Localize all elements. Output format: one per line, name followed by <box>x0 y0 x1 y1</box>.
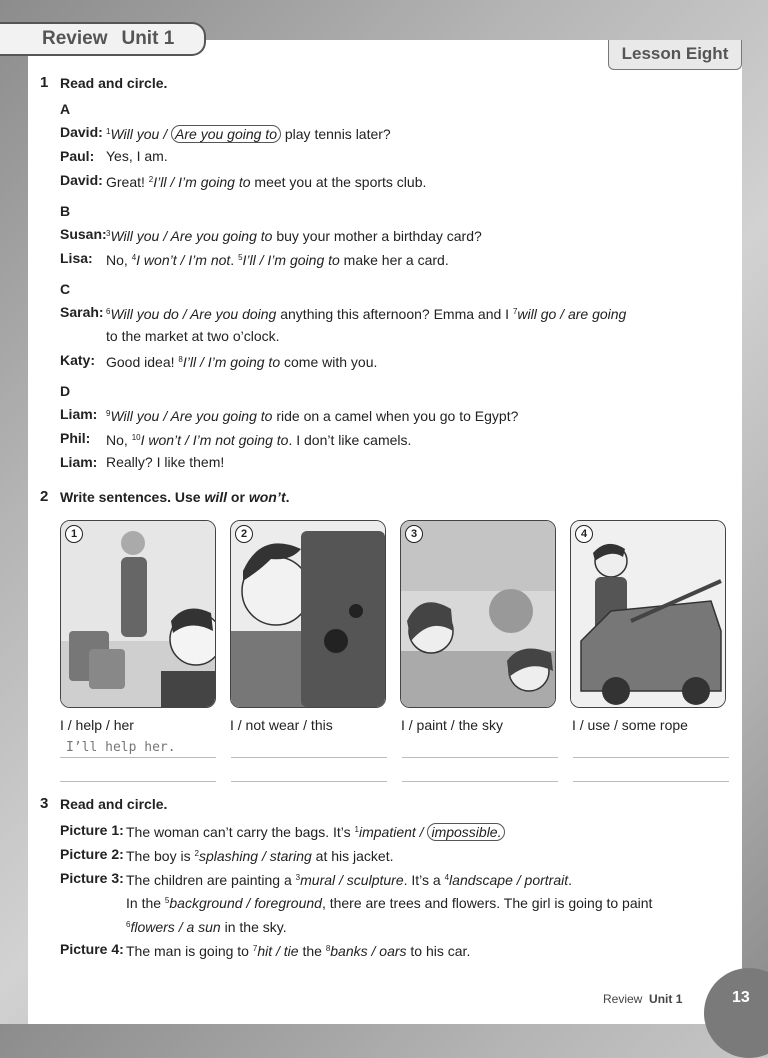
speaker: David: <box>60 172 103 188</box>
unit-label: Unit 1 <box>121 28 175 49</box>
dialogue-line: $^1$Will you / Are you going to play tennis later? <box>106 126 391 142</box>
picture-4-panel <box>570 520 726 708</box>
dialogue-line: Yes, I am. <box>106 148 168 164</box>
sentence: The children are painting a $^3$mural / sculpture. It’s a $^4$landscape / portrait. <box>126 872 573 888</box>
dialogue-line: No, $^4$I won’t / I’m not. $^5$I’ll / I’m going to make her a card. <box>106 252 449 268</box>
section-a-label: A <box>60 101 71 117</box>
answer-line[interactable] <box>402 781 558 782</box>
answer-line[interactable] <box>60 781 216 782</box>
speaker: Lisa: <box>60 250 93 266</box>
speaker: Katy: <box>60 352 96 368</box>
woman-with-bags-illustration <box>61 521 215 707</box>
picture-1-panel <box>60 520 216 708</box>
boy-with-dirty-jacket-illustration <box>231 521 385 707</box>
picture-number: 2 <box>235 525 253 543</box>
dialogue-line: No, $^{10}$I won’t / I’m not going to. I don’t like camels. <box>106 432 412 448</box>
answer-line[interactable] <box>573 757 729 758</box>
answer-line[interactable] <box>231 781 387 782</box>
speaker: Liam: <box>60 454 98 470</box>
section-c-label: C <box>60 281 71 297</box>
lesson-tab: Lesson Eight <box>608 40 742 70</box>
review-label: Review <box>42 28 108 49</box>
sentence: $^6$flowers / a sun in the sky. <box>126 919 287 935</box>
speaker: Phil: <box>60 430 91 446</box>
dialogue-line: $^6$Will you do / Are you doing anything this afternoon? Emma and I $^7$will go / are going <box>106 306 627 322</box>
dialogue-line: Good idea! $^8$I’ll / I’m going to come with you. <box>106 354 378 370</box>
exercise-2-title: Write sentences. Use will or won’t. <box>60 489 290 505</box>
man-with-car-illustration <box>571 521 725 707</box>
exercise-3-title: Read and circle. <box>60 796 168 812</box>
circled-answer: impossible. <box>427 823 505 841</box>
caption: I / use / some rope <box>572 717 688 733</box>
picture-label: Picture 2: <box>60 846 124 862</box>
speaker: David: <box>60 124 103 140</box>
footer-label: Review Unit 1 <box>603 992 683 1006</box>
circled-answer: Are you going to <box>171 125 281 143</box>
picture-label: Picture 4: <box>60 941 124 957</box>
dialogue-line: Really? I like them! <box>106 454 225 470</box>
exercise-2-number: 2 <box>40 488 49 505</box>
caption: I / paint / the sky <box>401 717 503 733</box>
exercise-1-number: 1 <box>40 74 49 91</box>
review-unit-tab <box>0 22 206 56</box>
children-painting-illustration <box>401 521 555 707</box>
sentence: The woman can’t carry the bags. It’s $^1$impatient / impossible. <box>126 822 505 840</box>
answer-line[interactable] <box>231 757 387 758</box>
speaker: Paul: <box>60 148 95 164</box>
sentence: The boy is $^2$splashing / staring at his jacket. <box>126 848 394 864</box>
exercise-3-number: 3 <box>40 795 49 812</box>
dialogue-line: Great! $^2$I’ll / I’m going to meet you at the sports club. <box>106 174 427 190</box>
section-b-label: B <box>60 203 71 219</box>
picture-number: 1 <box>65 525 83 543</box>
speaker: Sarah: <box>60 304 104 320</box>
picture-label: Picture 3: <box>60 870 124 886</box>
speaker: Liam: <box>60 406 98 422</box>
dialogue-line: to the market at two o’clock. <box>106 328 280 344</box>
answer-line[interactable] <box>573 781 729 782</box>
exercise-1-title: Read and circle. <box>60 75 168 91</box>
picture-2-panel <box>230 520 386 708</box>
dialogue-line: $^3$Will you / Are you going to buy your mother a birthday card? <box>106 228 482 244</box>
section-d-label: D <box>60 383 71 399</box>
picture-label: Picture 1: <box>60 822 124 838</box>
picture-number: 3 <box>405 525 423 543</box>
example-answer: I’ll help her. <box>66 740 176 755</box>
caption: I / help / her <box>60 717 134 733</box>
sentence: The man is going to $^7$hit / tie the $^8$banks / oars to his car. <box>126 943 471 959</box>
sentence: In the $^5$background / foreground, there are trees and flowers. The girl is going to paint <box>126 895 653 911</box>
picture-3-panel <box>400 520 556 708</box>
picture-number: 4 <box>575 525 593 543</box>
speaker: Susan: <box>60 226 107 242</box>
page-number: 13 <box>732 989 750 1006</box>
dialogue-line: $^9$Will you / Are you going to ride on a camel when you go to Egypt? <box>106 408 519 424</box>
answer-line[interactable] <box>402 757 558 758</box>
caption: I / not wear / this <box>230 717 333 733</box>
answer-line[interactable] <box>60 757 216 758</box>
